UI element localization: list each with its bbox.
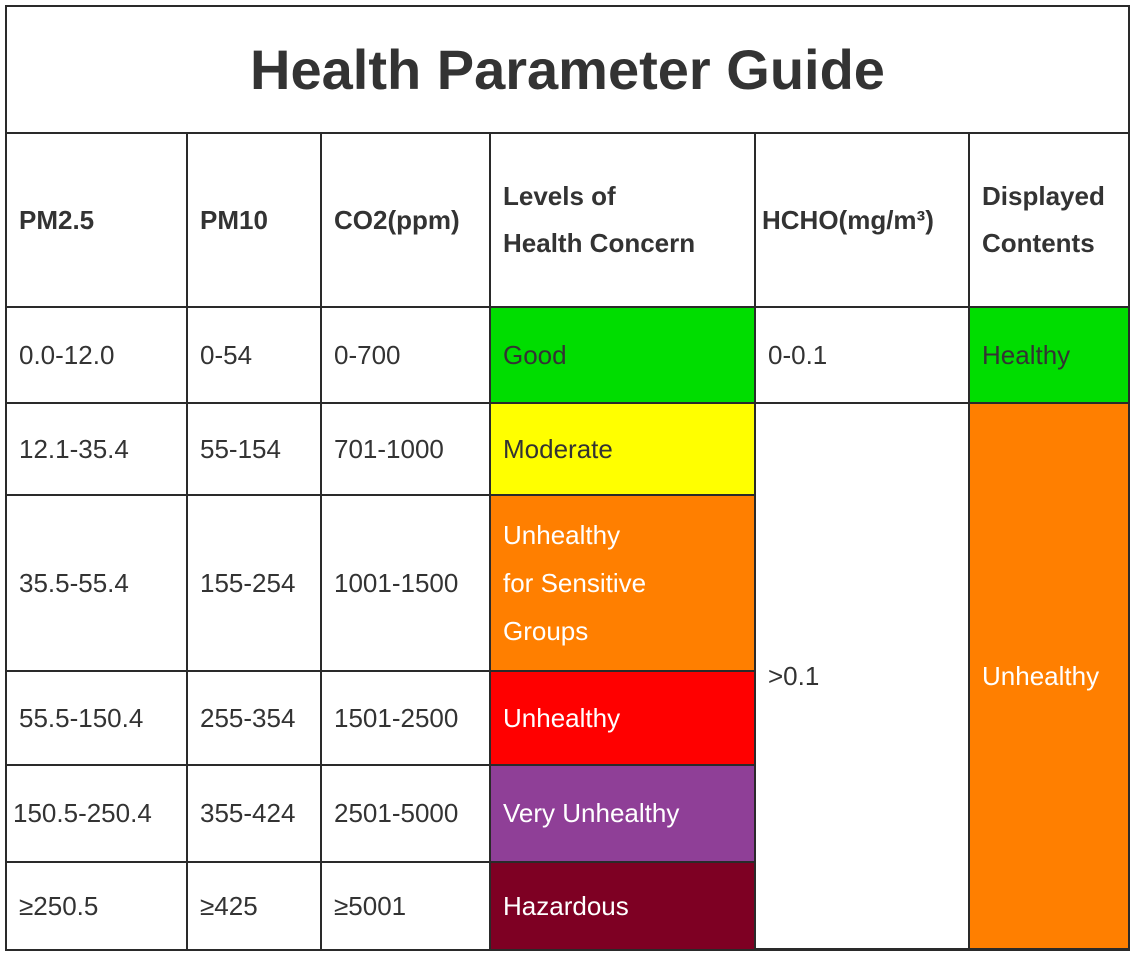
co2-cell: 2501-5000 [321,765,490,862]
table-row [7,307,1128,403]
pm10-cell: 155-254 [187,495,321,671]
displayed-unhealthy-label: Unhealthy [982,660,1100,691]
header-displayed-line2: Contents [982,228,1095,258]
level-label: Moderate [503,433,613,464]
pm25-cell: 35.5-55.4 [7,495,187,671]
level-label: Very Unhealthy [503,798,680,829]
pm10-cell: 255-354 [187,671,321,765]
co2-cell: 1501-2500 [321,671,490,765]
pm10-cell: 55-154 [187,403,321,495]
header-displayed-line1: Displayed [982,181,1105,212]
health-parameter-table [7,134,1128,950]
level-cell-unhealthy [490,671,755,765]
header-hcho: HCHO(mg/m³) [755,134,969,307]
header-pm25: PM2.5 [7,134,187,307]
pm25-cell: 150.5-250.4 [7,765,187,862]
hcho-cell-low: 0-0.1 [755,307,969,403]
co2-cell: 701-1000 [321,403,490,495]
header-pm10: PM10 [187,134,321,307]
pm25-cell: 55.5-150.4 [7,671,187,765]
header-levels-of-concern [490,134,755,307]
page-title: Health Parameter Guide [7,7,1128,134]
hcho-cell-high: >0.1 [755,403,969,949]
co2-cell: 1001-1500 [321,495,490,671]
level-label: Unhealthy [503,702,621,733]
displayed-unhealthy-cell [969,403,1128,949]
header-levels-line1: Levels of [503,181,616,212]
level-label: Good [503,339,567,370]
header-co2: CO2(ppm) [321,134,490,307]
level-cell-unhealthy-sensitive [490,495,755,671]
level-cell-very-unhealthy [490,765,755,862]
level-cell-hazardous [490,862,755,949]
co2-cell: 0-700 [321,307,490,403]
pm10-cell: 355-424 [187,765,321,862]
table-row [7,403,1128,495]
pm25-cell: ≥250.5 [7,862,187,949]
level-label-line2: for Sensitive [503,567,647,598]
displayed-healthy-cell [969,307,1128,403]
level-cell-good [490,307,755,403]
pm10-cell: ≥425 [187,862,321,949]
level-cell-moderate [490,403,755,495]
pm25-cell: 0.0-12.0 [7,307,187,403]
level-label: Hazardous [503,890,629,921]
guide-frame [5,5,1130,951]
pm25-cell: 12.1-35.4 [7,403,187,495]
level-label-line1: Unhealthy [503,519,621,550]
pm10-cell: 0-54 [187,307,321,403]
header-row [7,134,1128,307]
co2-cell: ≥5001 [321,862,490,949]
level-label-line3: Groups [503,616,589,647]
displayed-healthy-label: Healthy [982,339,1071,370]
header-levels-line2: Health Concern [503,228,696,258]
header-displayed-contents [969,134,1128,307]
